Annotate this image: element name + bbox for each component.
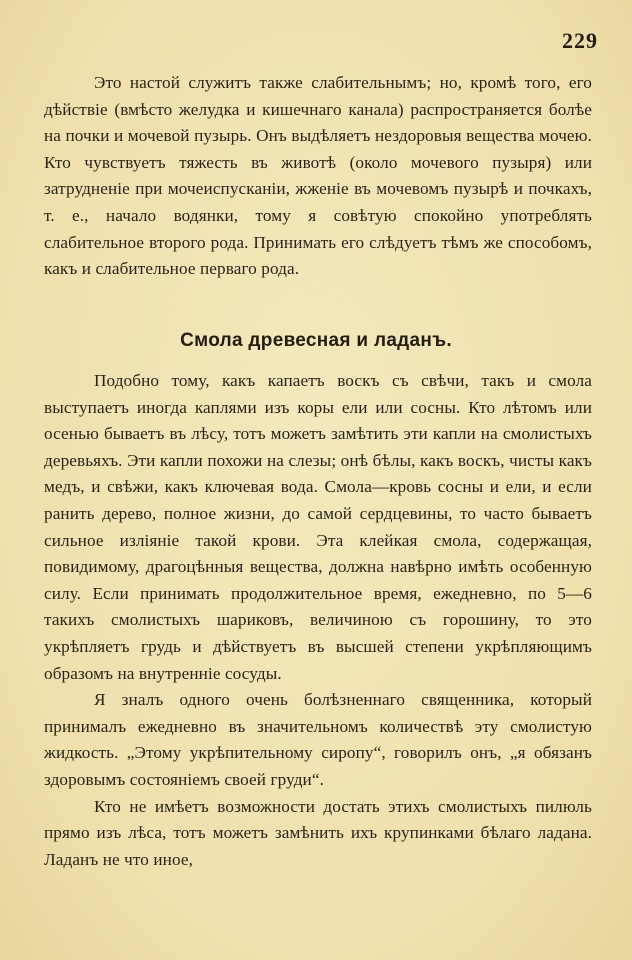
intro-text-block <box>44 70 592 283</box>
intro-paragraph: Это настой служитъ также слабительнымъ; но, кромѣ того, его дѣйствіе (вмѣсто желудка и кишечнаго канала) распространяется болѣе на почки и мочевой пузырь. Онъ выдѣляетъ нездоровыя вещества мочею. Кто чувствуетъ тяжесть въ животѣ (около мочевого пузыря) или затрудненіе при мочеиспусканіи, жженіе въ мочевомъ пузырѣ и почкахъ, т. е., начало водянки, тому я совѣтую спокойно употреблять слабительное второго рода. Принимать его слѣдуетъ тѣмъ же способомъ, какъ и слабительное перваго рода. <box>44 73 592 279</box>
page-number: 229 <box>562 28 598 53</box>
section-paragraph-2: Я зналъ одного очень болѣзненнаго священника, который принималъ ежедневно въ значительномъ количествѣ эту смолистую жидкость. „Этому укрѣпительному сиропу“, говорилъ онъ, „я обязанъ здоровымъ состояніемъ своей груди“. <box>44 690 592 789</box>
section-text-block <box>44 368 592 873</box>
section-paragraph-1: Подобно тому, какъ капаетъ воскъ съ свѣчи, такъ и смола выступаетъ иногда каплями изъ коры ели или сосны. Кто лѣтомъ или осенью бываетъ въ лѣсу, тотъ можетъ замѣтить эти капли на смолистыхъ деревьяхъ. Эти капли похожи на слезы; онѣ бѣлы, какъ воскъ, чисты какъ медъ, и свѣжи, какъ ключевая вода. Смола—кровь сосны и ели, и если ранить дерево, полное жизни, до самой сердцевины, то часто бываетъ сильное изліяніе такой крови. Эта клейкая смола, содержащая, повидимому, драгоцѣнныя вещества, должна навѣрно имѣть особенную силу. Если принимать продолжительное время, ежедневно, по 5—6 такихъ смолистыхъ шариковъ, величиною съ горошину, то это укрѣпляетъ грудь и дѣйствуетъ въ высшей степени укрѣпляющимъ образомъ на внутренніе сосуды. <box>44 371 592 683</box>
section-heading: Смола древесная и ладанъ. <box>180 330 452 351</box>
section-paragraph-3: Кто не имѣетъ возможности достать этихъ смолистыхъ пилюль прямо изъ лѣса, тотъ можетъ замѣнить ихъ крупинками бѣлаго ладана. Ладанъ не что иное, <box>44 796 592 869</box>
